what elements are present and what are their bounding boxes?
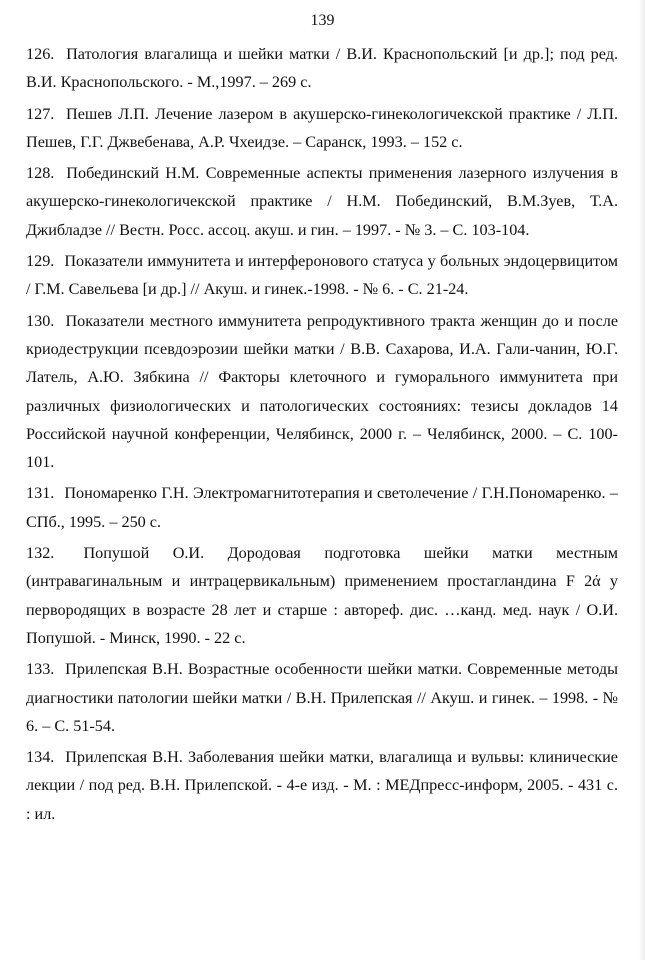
entry-number: 132. bbox=[26, 544, 55, 563]
entry-number: 129. bbox=[26, 252, 55, 271]
entry-text: Показатели иммунитета и интерферонового статуса у больных эндоцервицитом / Г.М. Савельева [и др.] // Акуш. и гинек.-1998. - № 6. - С. 21-24. bbox=[26, 252, 618, 299]
entry-text: Патология влагалища и шейки матки / В.И. Краснопольский [и др.]; под ред. В.И. Краснопольского. - М.,1997. – 269 с. bbox=[26, 45, 619, 92]
bibliography-entry-133 bbox=[26, 655, 618, 740]
bibliography-entry-126 bbox=[26, 40, 618, 97]
entry-number: 133. bbox=[26, 660, 55, 679]
bibliography-entry-128 bbox=[26, 159, 618, 244]
entry-text: Пономаренко Г.Н. Электромагнитотерапия и светолечение / Г.Н.Пономаренко. – СПб., 1995. – 250 с. bbox=[26, 484, 619, 531]
entry-text: Пешев Л.П. Лечение лазером в акушерско-гинекологичекской практике / Л.П. Пешев, Г.Г. Джвебенава, А.Р. Чхеидзе. – Саранск, 1993. – 152 с. bbox=[26, 104, 619, 151]
entry-number: 126. bbox=[26, 45, 55, 63]
bibliography-list bbox=[26, 40, 618, 831]
scan-edge-shadow bbox=[639, 0, 645, 960]
entry-text: Прилепская В.Н. Заболевания шейки матки, влагалища и вульвы: клинические лекции / под ред. В.Н. Прилепской. - 4-е изд. - М. : МЕДпресс-информ, 2005. - 431 с. : ил. bbox=[26, 748, 618, 823]
bibliography-entry-132 bbox=[26, 539, 618, 652]
bibliography-entry-127 bbox=[26, 100, 618, 157]
bibliography-entry-130 bbox=[26, 307, 618, 477]
entry-text: Показатели местного иммунитета репродуктивного тракта женщин до и после криодеструкции псевдоэрозии шейки матки / В.В. Сахарова, И.А. Гали-чанин, Ю.Г. Латель, А.Ю. Зябкина // Факторы клеточного и гуморального иммунитета при различных физиологических и патологических состояниях: тезисы докладов 14 Российской научной конференции, Челябинск, 2000 г. – Челябинск, 2000. – С. 100-101. bbox=[26, 311, 619, 472]
bibliography-entry-134 bbox=[26, 743, 618, 828]
entry-number: 130. bbox=[26, 311, 55, 330]
bibliography-entry-131 bbox=[26, 479, 618, 536]
entry-number: 134. bbox=[26, 748, 55, 767]
entry-text: Побединский Н.М. Современные аспекты применения лазерного излучения в акушерско-гинекологичекской практике / Н.М. Побединский, В.М.Зуев, Т.А. Джибладзе // Вестн. Росс. ассоц. акуш. и гин. – 1997. - № 3. – С. 103-104. bbox=[26, 164, 619, 239]
entry-text: Попушой О.И. Дородовая подготовка шейки матки местным (интравагинальным и интрацервикальным) применением простагландина F 2ά у первородящих в возрасте 28 лет и старше : автореф. дис. …канд. мед. наук / О.И. Попушой. - Минск, 1990. - 22 с. bbox=[26, 544, 618, 647]
entry-number: 127. bbox=[26, 104, 55, 123]
page-number: 139 bbox=[310, 12, 335, 29]
entry-number: 128. bbox=[26, 164, 55, 183]
entry-number: 131. bbox=[26, 484, 55, 503]
bibliography-entry-129 bbox=[26, 247, 618, 304]
entry-text: Прилепская В.Н. Возрастные особенности шейки матки. Современные методы диагностики патологии шейки матки / В.Н. Прилепская // Акуш. и гинек. – 1998. - № 6. – С. 51-54. bbox=[26, 660, 619, 735]
